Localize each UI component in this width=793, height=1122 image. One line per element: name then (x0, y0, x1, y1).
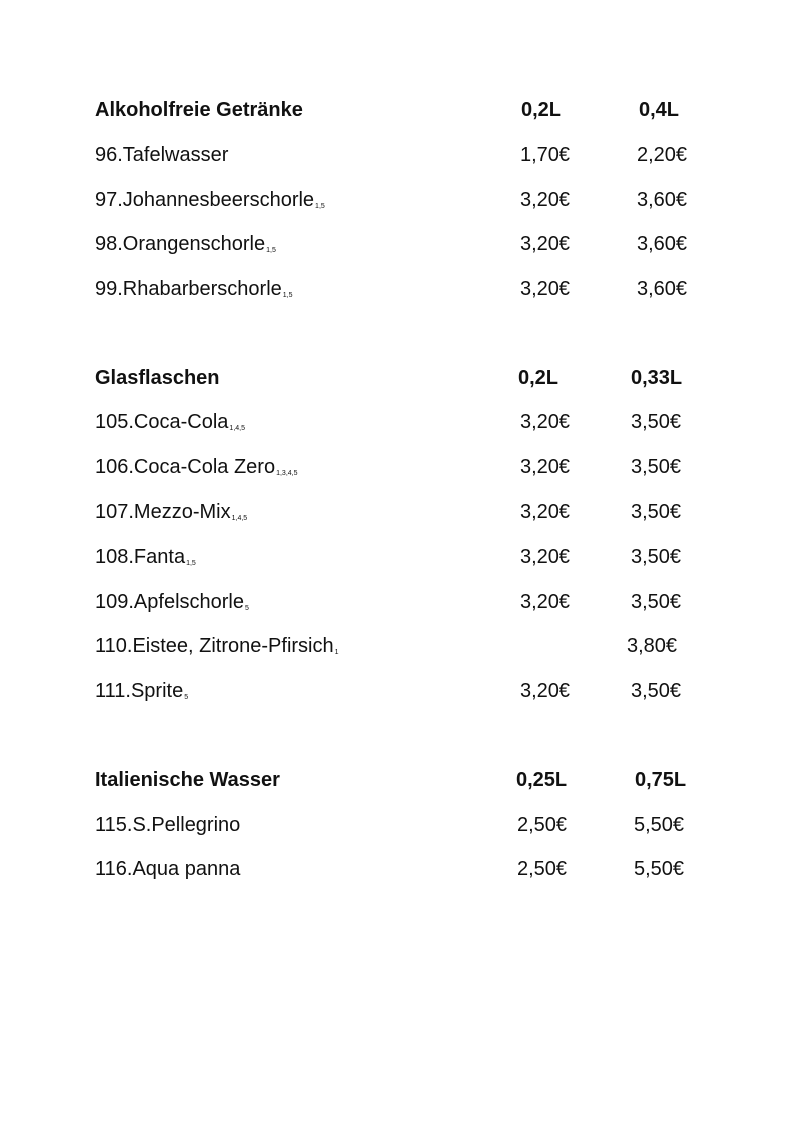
menu-item (0, 452, 793, 482)
price-large: 2,20€ (637, 144, 688, 166)
item-name: 108.Fanta (95, 546, 186, 568)
menu-item (0, 274, 793, 304)
item-name: 115.S.Pellegrino (95, 814, 241, 836)
allergen-codes: 1,4,5 (231, 515, 248, 522)
item-name: 116.Aqua panna (95, 858, 241, 880)
section-title: Italienische Wasser (95, 769, 280, 791)
item-name: 111.Sprite (95, 680, 184, 702)
item-name: 109.Apfelschorle (95, 591, 244, 613)
price-small: 1,70€ (520, 144, 571, 166)
menu-item (0, 185, 793, 215)
section-header-alkoholfrei (0, 95, 793, 125)
item-name: 96.Tafelwasser (95, 144, 229, 166)
item-name: 97.Johannesbeerschorle (95, 189, 315, 211)
price-large: 3,50€ (631, 411, 682, 433)
price-small: 2,50€ (517, 858, 568, 880)
allergen-codes: 1 (334, 649, 339, 656)
allergen-codes: 1,5 (315, 203, 325, 210)
price-large: 3,60€ (637, 278, 688, 300)
allergen-codes: 5 (184, 694, 189, 701)
menu-item (0, 497, 793, 527)
price-small: 3,20€ (520, 278, 571, 300)
menu-item (0, 587, 793, 617)
price-small: 3,20€ (520, 411, 571, 433)
section-header-italienische-wasser (0, 765, 793, 795)
price-large: 3,50€ (631, 680, 682, 702)
menu-item (0, 229, 793, 259)
allergen-codes: 1,5 (282, 292, 293, 299)
price-large: 3,50€ (631, 501, 682, 523)
item-name: 98.Orangenschorle (95, 233, 266, 255)
price-small: 3,20€ (520, 680, 571, 702)
menu-item (0, 631, 793, 661)
section-title: Glasflaschen (95, 367, 220, 389)
item-name: 107.Mezzo-Mix (95, 501, 231, 523)
menu-item (0, 140, 793, 170)
menu-item (0, 854, 793, 884)
size-large-label: 0,75L (635, 769, 687, 791)
price-large: 5,50€ (634, 858, 685, 880)
item-name: 106.Coca-Cola Zero (95, 456, 276, 478)
allergen-codes: 1,5 (186, 560, 196, 567)
price-large: 3,50€ (631, 591, 682, 613)
size-small-label: 0,2L (521, 99, 562, 121)
price-large: 3,60€ (637, 233, 688, 255)
allergen-codes: 1,4,5 (229, 425, 245, 432)
section-header-glasflaschen (0, 363, 793, 393)
size-large-label: 0,4L (639, 99, 680, 121)
section-title: Alkoholfreie Getränke (95, 99, 303, 121)
menu-item (0, 542, 793, 572)
allergen-codes: 1,5 (266, 247, 276, 254)
price-small: 3,20€ (520, 591, 571, 613)
menu-item (0, 676, 793, 706)
price-large: 5,50€ (634, 814, 685, 836)
price-large: 3,60€ (637, 189, 688, 211)
price-small: 3,20€ (520, 546, 571, 568)
item-name: 110.Eistee, Zitrone-Pfirsich (95, 635, 334, 657)
price-large: 3,50€ (631, 456, 682, 478)
allergen-codes: 1,3,4,5 (276, 470, 298, 477)
price-large: 3,80€ (627, 635, 678, 657)
size-large-label: 0,33L (631, 367, 683, 389)
item-name: 105.Coca-Cola (95, 411, 229, 433)
price-small: 3,20€ (520, 189, 571, 211)
item-name: 99.Rhabarberschorle (95, 278, 282, 300)
price-large: 3,50€ (631, 546, 682, 568)
size-small-label: 0,2L (518, 367, 559, 389)
size-small-label: 0,25L (516, 769, 568, 791)
price-small: 2,50€ (517, 814, 568, 836)
price-small: 3,20€ (520, 456, 571, 478)
menu-item (0, 407, 793, 437)
allergen-codes: 5 (244, 605, 249, 612)
price-small: 3,20€ (520, 233, 571, 255)
menu-item (0, 810, 793, 840)
price-small: 3,20€ (520, 501, 571, 523)
